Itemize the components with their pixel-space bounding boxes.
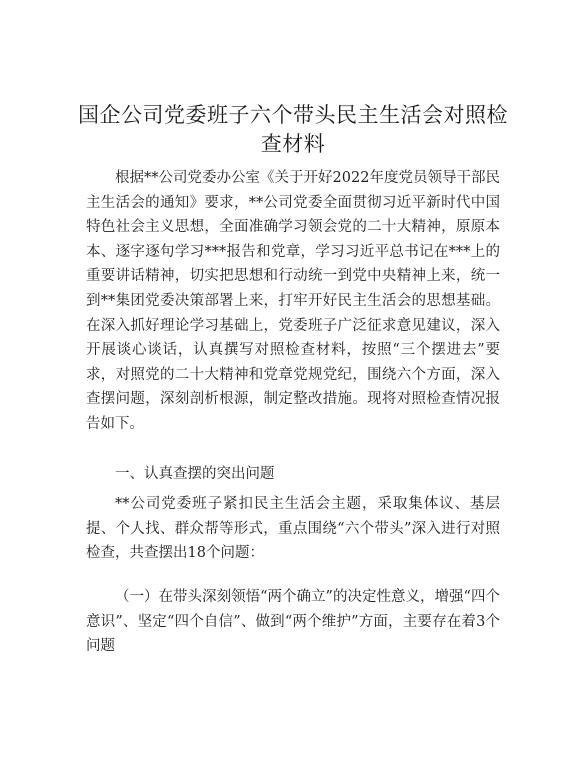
document-title: 国企公司党委班子六个带头民主生活会对照检查材料: [78, 103, 508, 156]
subsection-1-heading: （一）在带头深刻领悟“两个确立”的决定性意义，增强“四个意识”、坚定“四个自信”、做到“两个维护”方面，主要存在着3个问题: [86, 589, 500, 655]
section-heading-1: 一、认真查摆的突出问题: [115, 466, 275, 482]
section-1-paragraph: **公司党委班子紧扣民主生活会主题，采取集体议、基层提、个人找、群众帮等形式，重点围绕“六个带头”深入进行对照检查，共查摆出18个问题：: [86, 496, 500, 562]
intro-paragraph: 根据**公司党委办公室《关于开好2022年度党员领导干部民主生活会的通知》要求，**公司党委全面贯彻习近平新时代中国特色社会主义思想，全面准确学习领会党的二十大精神，原原本本、逐字逐句学习***报告和党章，学习习近平总书记在***上的重要讲话精神，切实把思想和行动统一到党中央精神上来，统一到**集团党委决策部署上来，打牢开好民主生活会的思想基础。在深入抓好理论学习基础上，党委班子广泛征求意见建议，深入开展谈心谈话，认真撰写对照检查材料，按照“三个摆进去”要求，对照党的二十大精神和党章党规党纪，围绕六个方面，深入查摆问题，深刻剖析根源，制定整改措施。现将对照检查情况报告如下。: [86, 170, 500, 432]
